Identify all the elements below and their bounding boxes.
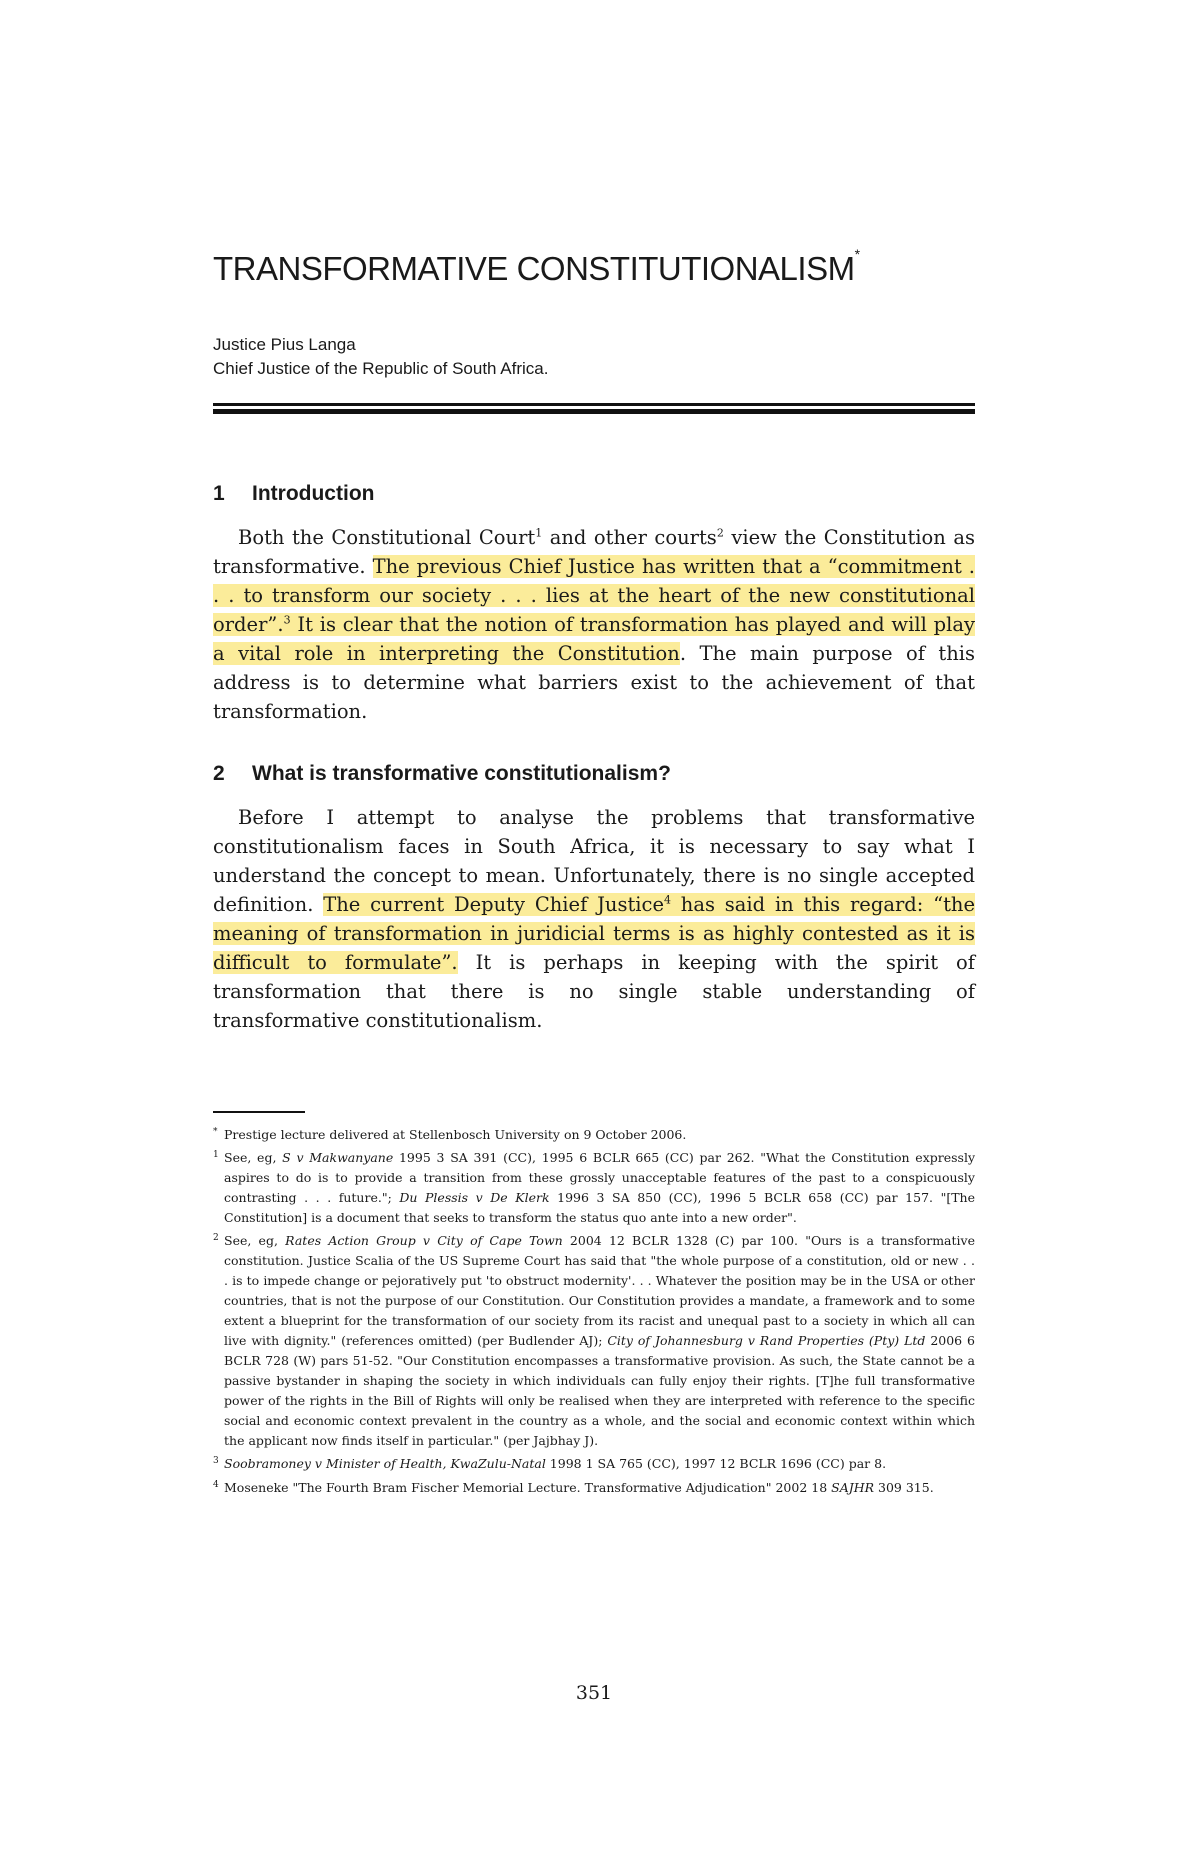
page-title — [213, 246, 860, 288]
footnote-mark: 4 — [213, 1479, 219, 1490]
case-citation: Du Plessis v De Klerk — [399, 1190, 550, 1206]
footnote-2 — [213, 1228, 975, 1451]
footnote-mark: * — [213, 1127, 218, 1137]
footnote-text: Moseneke "The Fourth Bram Fischer Memorial Lecture. Transformative Adjudication" 2002 18 — [224, 1479, 832, 1495]
title-text: TRANSFORMATIVE CONSTITUTIONALISM — [213, 250, 855, 287]
section-title: What is transformative constitutionalism? — [252, 762, 671, 785]
text-run: view the Constitution as transformative. — [213, 526, 975, 578]
footnote-text: 1998 1 SA 765 (CC), 1997 12 BCLR 1696 (CC) par 8. — [545, 1456, 887, 1472]
text-run: Both the Constitutional Court — [238, 526, 536, 549]
footnote-text: 309 315. — [874, 1479, 934, 1495]
footnote-ref-3[interactable]: 3 — [283, 613, 291, 627]
journal-citation: SAJHR — [831, 1479, 875, 1495]
footnote-text: Prestige lecture delivered at Stellenbosch University on 9 October 2006. — [224, 1127, 687, 1143]
footnote-text: See, eg, — [224, 1150, 283, 1166]
section-heading-2 — [213, 762, 671, 786]
section-number: 1 — [213, 482, 225, 505]
footnote-mark: 2 — [213, 1233, 219, 1244]
footnote-text: 2004 12 BCLR 1328 (C) par 100. "Ours is a transformative constitution. Justice Scalia of the US Supreme Court has said that "the whole purpose of a constitution, old or new . . . is to impede change or pejoratively put 'to obstruct modernity'. . . Whatever the position may be in the USA or other countries, that is not the purpose of our Constitution. Our Constitution provides a mandate, a framework and to some extent a blueprint for the transformation of our society from its racist and unequal past to a society in which all can live with dignity." (references omitted) (per Budlender AJ); — [224, 1233, 975, 1349]
section-heading-1 — [213, 482, 374, 506]
author-role: Chief Justice of the Republic of South Africa. — [213, 359, 549, 378]
page-number: 351 — [575, 1682, 613, 1704]
footnote-separator — [213, 1111, 305, 1113]
case-citation: City of Johannesburg v Rand Properties (Pty) Ltd — [607, 1333, 926, 1349]
footnote-ref-4[interactable]: 4 — [664, 893, 672, 907]
footnote-star — [213, 1122, 975, 1145]
section-title: Introduction — [252, 482, 375, 505]
text-run: . The main purpose of this address is to determine what barriers exist to the achievement of that transformation. — [213, 642, 975, 723]
text-run: and other courts — [542, 526, 717, 549]
introduction-paragraph — [213, 523, 975, 726]
footnote-text: 2006 6 BCLR 728 (W) pars 51-52. "Our Constitution encompasses a transformative provision. As such, the State cannot be a passive bystander in shaping the society in which individuals can fully enjoy their rights. [T]he full transformative power of the rights in the Bill of Rights will only be realised when they are interpreted with reference to the specific social and economic context prevalent in the country as a whole, and the social and economic context within which the applicant now finds itself in particular." (per Jajbhay J). — [224, 1333, 975, 1449]
highlight-text: has said in this regard: “the meaning of transformation in juridicial terms is as highly contested as it is difficult to formulate”. — [213, 893, 976, 974]
definition-paragraph — [213, 803, 975, 1035]
case-citation: Rates Action Group v City of Cape Town — [285, 1233, 563, 1249]
highlight-text: The previous Chief Justice has written that a “commitment . . . to transform our society . . . lies at the heart of the new constitutional order”. — [213, 555, 975, 636]
footnote-text: 1995 3 SA 391 (CC), 1995 6 BCLR 665 (CC) par 262. "What the Constitution expressly aspires to do is to provide a transition from these grossly unacceptable features of the past to a conspicuously contrasting . . . future."; — [224, 1150, 976, 1206]
text-run: Before I attempt to analyse the problems that transformative constitutionalism faces in South Africa, it is necessary to say what I understand the concept to mean. Unfortunately, there is no single accepted definition. — [213, 806, 975, 916]
highlight-text: It is clear that the notion of transformation has played and will play a vital role in interpreting the Constitution — [213, 613, 975, 665]
footnote-1 — [213, 1145, 975, 1228]
highlight-text: The current Deputy Chief Justice — [323, 893, 665, 916]
footnote-4 — [213, 1475, 975, 1498]
case-citation: Soobramoney v Minister of Health, KwaZulu-Natal — [224, 1456, 546, 1472]
case-citation: S v Makwanyane — [282, 1150, 394, 1166]
footnotes — [213, 1122, 975, 1498]
header-rule-thin — [213, 403, 975, 406]
footnote-3 — [213, 1451, 975, 1474]
text-run: It is perhaps in keeping with the spirit of transformation that there is no single stable understanding of transformative constitutionalism. — [213, 951, 975, 1032]
footnote-ref-1[interactable]: 1 — [535, 526, 543, 540]
author-name: Justice Pius Langa — [213, 335, 356, 354]
footnote-mark: 1 — [213, 1150, 219, 1161]
header-rule-thick — [213, 409, 975, 414]
title-footnote-mark[interactable]: * — [854, 246, 860, 262]
footnote-mark: 3 — [213, 1456, 219, 1467]
section-number: 2 — [213, 762, 225, 785]
footnote-text: See, eg, — [224, 1233, 286, 1249]
footnote-text: 1996 3 SA 850 (CC), 1996 5 BCLR 658 (CC) par 157. "[The Constitution] is a document that seeks to transform the status quo ante into a new order". — [224, 1190, 975, 1226]
author-block — [213, 333, 548, 381]
footnote-ref-2[interactable]: 2 — [716, 526, 724, 540]
